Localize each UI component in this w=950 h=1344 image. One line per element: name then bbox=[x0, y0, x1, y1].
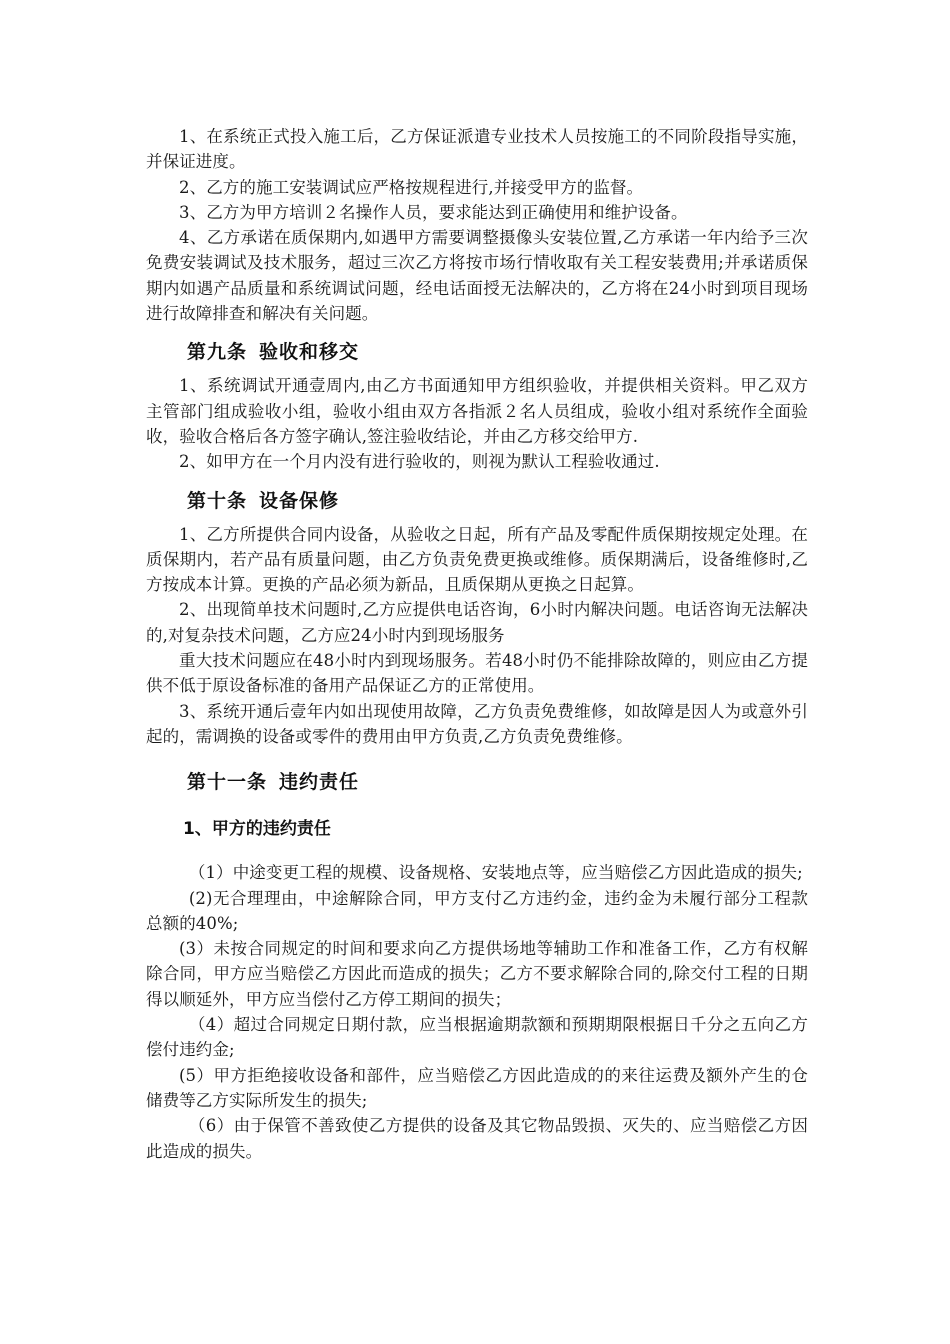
clause-paragraph: （1）中途变更工程的规模、设备规格、安装地点等，应当赔偿乙方因此造成的损失; bbox=[188, 863, 803, 883]
subsection-heading: 1、甲方的违约责任 bbox=[183, 819, 331, 840]
clause-paragraph: 1、在系统正式投入施工后，乙方保证派遣专业技术人员按施工的不同阶段指导实施，并保证进度。 bbox=[146, 127, 808, 172]
clause-paragraph: 1、系统调试开通壹周内,由乙方书面通知甲方组织验收，并提供相关资料。甲乙双方主管部门组成验收小组，验收小组由双方各指派２名人员组成，验收小组对系统作全面验收，验收合格后各方签字确认,签注验收结论，并由乙方移交给甲方. bbox=[146, 376, 808, 446]
section-number: 第十一条 bbox=[187, 771, 268, 794]
clause-paragraph: 重大技术问题应在48小时内到现场服务。若48小时仍不能排除故障的，则应由乙方提供不低于原设备标准的备用产品保证乙方的正常使用。 bbox=[146, 651, 808, 696]
clause-paragraph: 3、系统开通后壹年内如出现使用故障，乙方负责免费维修，如故障是因人为或意外引起的，需调换的设备或零件的费用由甲方负责,乙方负责免费维修。 bbox=[146, 701, 808, 746]
section-title: 设备保修 bbox=[259, 489, 340, 512]
clause-paragraph: 2、如甲方在一个月内没有进行验收的，则视为默认工程验收通过. bbox=[179, 452, 660, 472]
contract-body bbox=[146, 124, 808, 1164]
clause-paragraph: 1、乙方所提供合同内设备，从验收之日起，所有产品及零配件质保期按规定处理。在质保期内，若产品有质量问题，由乙方负责免费更换或维修。质保期满后，设备维修时,乙方按成本计算。更换的产品必须为新品，且质保期从更换之日起算。 bbox=[146, 524, 808, 595]
section-title: 验收和移交 bbox=[259, 341, 360, 364]
section-title: 违约责任 bbox=[279, 771, 360, 794]
clause-paragraph: 3、乙方为甲方培训２名操作人员，要求能达到正确使用和维护设备。 bbox=[179, 202, 688, 222]
section-heading-11 bbox=[146, 767, 808, 794]
clause-paragraph: (2)无合理理由，中途解除合同，甲方支付乙方违约金，违约金为未履行部分工程款总额的40%; bbox=[146, 888, 808, 933]
section-heading-9 bbox=[146, 337, 808, 364]
clause-paragraph: 2、乙方的施工安装调试应严格按规程进行,并接受甲方的监督。 bbox=[179, 177, 644, 197]
section-number: 第十条 bbox=[187, 489, 248, 512]
clause-paragraph: 4、乙方承诺在质保期内,如遇甲方需要调整摄像头安装位置,乙方承诺一年内给予三次免费安装调试及技术服务，超过三次乙方将按市场行情收取有关工程安装费用;并承诺质保期内如遇产品质量和系统调试问题，经电话面授无法解决的，乙方将在24小时到项目现场进行故障排查和解决有关问题。 bbox=[146, 228, 808, 324]
section-heading-10 bbox=[146, 486, 808, 513]
section-number: 第九条 bbox=[187, 341, 248, 364]
clause-paragraph: （4）超过合同规定日期付款，应当根据逾期款额和预期期限根据日千分之五向乙方偿付违约金; bbox=[146, 1015, 808, 1060]
clause-paragraph: (5）甲方拒绝接收设备和部件，应当赔偿乙方因此造成的的来往运费及额外产生的仓储费等乙方实际所发生的损失; bbox=[146, 1065, 808, 1110]
clause-paragraph: (3）未按合同规定的时间和要求向乙方提供场地等辅助工作和准备工作，乙方有权解除合同，甲方应当赔偿乙方因此而造成的损失；乙方不要求解除合同的,除交付工程的日期得以顺延外，甲方应当偿付乙方停工期间的损失； bbox=[146, 939, 808, 1009]
clause-paragraph: 2、出现简单技术问题时,乙方应提供电话咨询，6小时内解决问题。电话咨询无法解决的,对复杂技术问题，乙方应24小时内到现场服务 bbox=[146, 600, 808, 645]
clause-paragraph: （6）由于保管不善致使乙方提供的设备及其它物品毁损、灭失的、应当赔偿乙方因此造成的损失。 bbox=[146, 1116, 808, 1161]
